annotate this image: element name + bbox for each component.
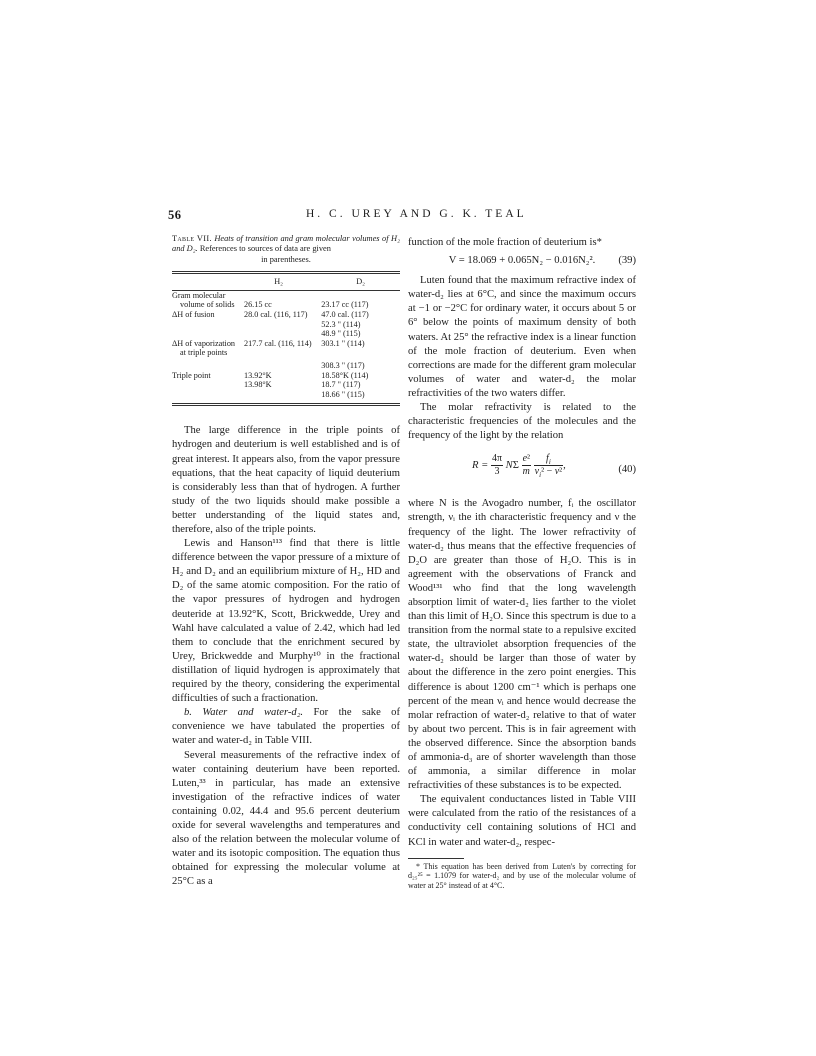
table-cell-label: [172, 390, 244, 405]
table-cell-label: [172, 358, 244, 371]
table-cell-d2: 308.3 " (117): [321, 360, 365, 370]
table-caption-center: in parentheses.: [261, 254, 311, 264]
table-row: [172, 348, 400, 358]
equation-39: [408, 254, 636, 268]
table-cell-label: [172, 380, 244, 390]
table-cell-h2: [244, 358, 313, 371]
paragraph: The equivalent conductances listed in Table VIII were calculated from the ratio of the resistances of a conductivity cell containing solutions of HCl and KCl in water and water-d₂, respec-: [408, 794, 636, 848]
table-row: [172, 320, 400, 330]
paragraph: function of the mole fraction of deuterium is*: [408, 237, 602, 248]
table-cell-d2: 18.7 " (117): [321, 380, 361, 390]
paragraph: Several measurements of the refractive index of water containing deuterium have been reported. Luten,³³ in particular, has made an extensive investigation of the refractive indices of water containing 0.02, 44.4 and 95.6 percent deuterium oxide for several wavelengths and temperatures and also of the relation between the molecular volume of water and its isotopic composition. The equation thus obtained for expressing the molecular volume at 25°C as a: [172, 749, 400, 888]
table-header-h2: H₂: [244, 273, 313, 291]
table-row: [172, 380, 400, 390]
right-column: [408, 236, 636, 890]
equation-40-number: (40): [618, 464, 636, 476]
table-row: [172, 329, 400, 339]
paragraph-body: For the sake of convenience we have tabulated the properties of water and water-d₂ in Table VIII.: [172, 707, 400, 747]
table-caption-label: Table VII.: [172, 234, 212, 243]
table-row: [172, 290, 400, 300]
table-cell-d2: [313, 348, 400, 358]
paragraph: [172, 706, 400, 748]
equation-40: [408, 449, 636, 489]
paragraph: Lewis and Hanson¹¹³ find that there is little difference between the vapor pressure of a mixture of H₂ and D₂ and an equilibrium mixture of H₂, HD and D₂ of the same atomic composition. For the ratio of the vapor pressures of hydrogen and hydrogen deuteride at 13.92°K, Scott, Brickwedde, Urey and Wahl have calculated a value of 2.42, which had led them to conclude that the enrichment secured by Urey, Brickwedde and Murphy¹⁰ in the fractional distillation of liquid hydrogen is approximately that required by the theory, considering the experimental difficulties of such a fractionation.: [172, 538, 400, 705]
footnote-rule: [408, 858, 464, 859]
equation-40-body: R = $\frac{4\pi}{3}$ NΣ $\frac{\text{e²}}{m}$ $\frac{f_i}{\nu_i^2 - \nu^2}$ ,: [472, 453, 566, 480]
table-cell-h2: 26.15 cc: [243, 300, 272, 310]
table-row: [172, 358, 400, 371]
table-row: [172, 390, 400, 405]
table-caption-rest: References to sources of data are given: [199, 244, 331, 254]
left-column: [172, 234, 400, 889]
table-cell-label: at triple points: [180, 348, 228, 358]
paragraph: The molar refractivity is related to the characteristic frequencies of the molecules and the frequency of the light by the relation: [408, 402, 636, 442]
table-cell-d2: [313, 290, 400, 300]
table-caption: [172, 234, 400, 265]
equation-39-body: V = 18.069 + 0.065N₂ − 0.016N₂².: [448, 255, 596, 267]
table-cell-h2: 217.7 cal. (116, 114): [243, 338, 312, 348]
page-number: 56: [168, 208, 182, 222]
table-cell-label: Gram molecular: [172, 290, 226, 300]
table-cell-h2: 28.0 cal. (116, 117): [243, 310, 308, 319]
table-row: [172, 310, 400, 320]
table-header-d2: D₂: [313, 273, 400, 291]
paragraph: where N is the Avogadro number, fᵢ the oscillator strength, νᵢ the ith characteristic frequency and ν the frequency of the light. The lower refractivity of water-d₂ thus means that the effective frequencies of D₂O are greater than those of H₂O. This is in agreement with the observations of Franck and Wood¹³¹ who find that the long wavelength absorption limit of water-d₂ lies farther to the violet than this limit of H₂O. Since this spectrum is due to a transition from the normal state to a repulsive excited state, the ultraviolet absorption frequencies of the water-d₂ should be larger than those of water by about the difference in the zero point energies. This difference is about 1200 cm⁻¹ which is perhaps one percent of the mean νᵢ and hence would decrease the molar refraction of water-d₂ relative to that of water by about two percent. This is in fair agreement with the observed difference. Since the absorption bands of ammonia-d₃ are of shorter wavelength than those of ammonia, a similar difference in molar refractivities of these substances is to be expected.: [408, 498, 636, 792]
table-caption-title: Heats of transition and gram molecular volumes of H₂ and D₂.: [172, 234, 401, 254]
fraction-4pi-3: $\frac{4\pi}{3}$: [491, 453, 502, 478]
table-cell-h2: 13.92°K: [243, 370, 272, 380]
paragraph: The large difference in the triple points of hydrogen and deuterium is well established and is of great interest. It appears also, from the vapor pressure equations, that the heat capacity of liquid deuterium is considerably less than that of hydrogen. A further study of the two liquids should make possible a better understanding of the liquid states and, therefore, also of the triple points.: [172, 425, 400, 535]
table-cell-d2: 48.9 " (115): [321, 329, 361, 339]
table-cell-h2: [244, 320, 313, 330]
fraction-e2-m: $\frac{\text{e²}}{m}$: [522, 453, 531, 478]
table-cell-h2: 13.98°K: [243, 380, 272, 390]
section-head: b. Water and water-d₂.: [184, 707, 304, 719]
table-cell-label: [172, 320, 244, 330]
table-header-blank: [172, 273, 244, 291]
table-cell-label: ΔH of vaporization: [172, 338, 236, 348]
equation-39-number: (39): [618, 255, 636, 267]
table-cell-label: ΔH of fusion: [172, 310, 215, 319]
fraction-fi-nu: $\frac{f_i}{\nu_i^2 - \nu^2}$: [534, 453, 563, 480]
table-cell-d2: 47.0 cal. (117): [321, 310, 369, 319]
table-row: [172, 300, 400, 310]
table-cell-h2: [244, 329, 313, 339]
equation-40-lhs: R =: [472, 460, 489, 472]
table-cell-label: volume of solids: [180, 300, 235, 310]
heats-table: [172, 271, 400, 406]
table-row: [172, 339, 400, 349]
table-cell-h2: [244, 348, 313, 358]
table-cell-h2: [244, 290, 313, 300]
table-cell-label: [172, 329, 244, 339]
table-header-row: [172, 273, 400, 291]
table-cell-d2: 303.1 " (114): [321, 338, 365, 348]
footnote: * This equation has been derived from Luten's by correcting for d₂₅²⁵ = 1.1079 for water-d₂ and by use of the molecular volume of water at 25° instead of at 4°C.: [408, 861, 636, 890]
table-body: [172, 290, 400, 405]
running-head: H. C. UREY AND G. K. TEAL: [306, 208, 527, 220]
table-cell-d2: 18.58°K (114): [321, 370, 369, 380]
table-cell-d2: 23.17 cc (117): [321, 300, 369, 310]
table-row: [172, 371, 400, 381]
table-cell-h2: [244, 390, 313, 405]
table-cell-label: Triple point: [172, 370, 211, 380]
paragraph: Luten found that the maximum refractive index of water-d₂ lies at 6°C, and since the maximum occurs at −1 or −2°C for ordinary water, it occurs about 5 or 6° below the points of maximum density of both waters. At 25° the refractive index is a linear function of the mole fraction of deuterium. Even when corrections are made for the different gram molecular volumes of water and water-d₂ the molar refractivities of the two waters differ.: [408, 275, 636, 399]
table-cell-d2: 52.3 " (114): [321, 319, 361, 329]
table-cell-d2: 18.66 " (115): [321, 389, 365, 399]
